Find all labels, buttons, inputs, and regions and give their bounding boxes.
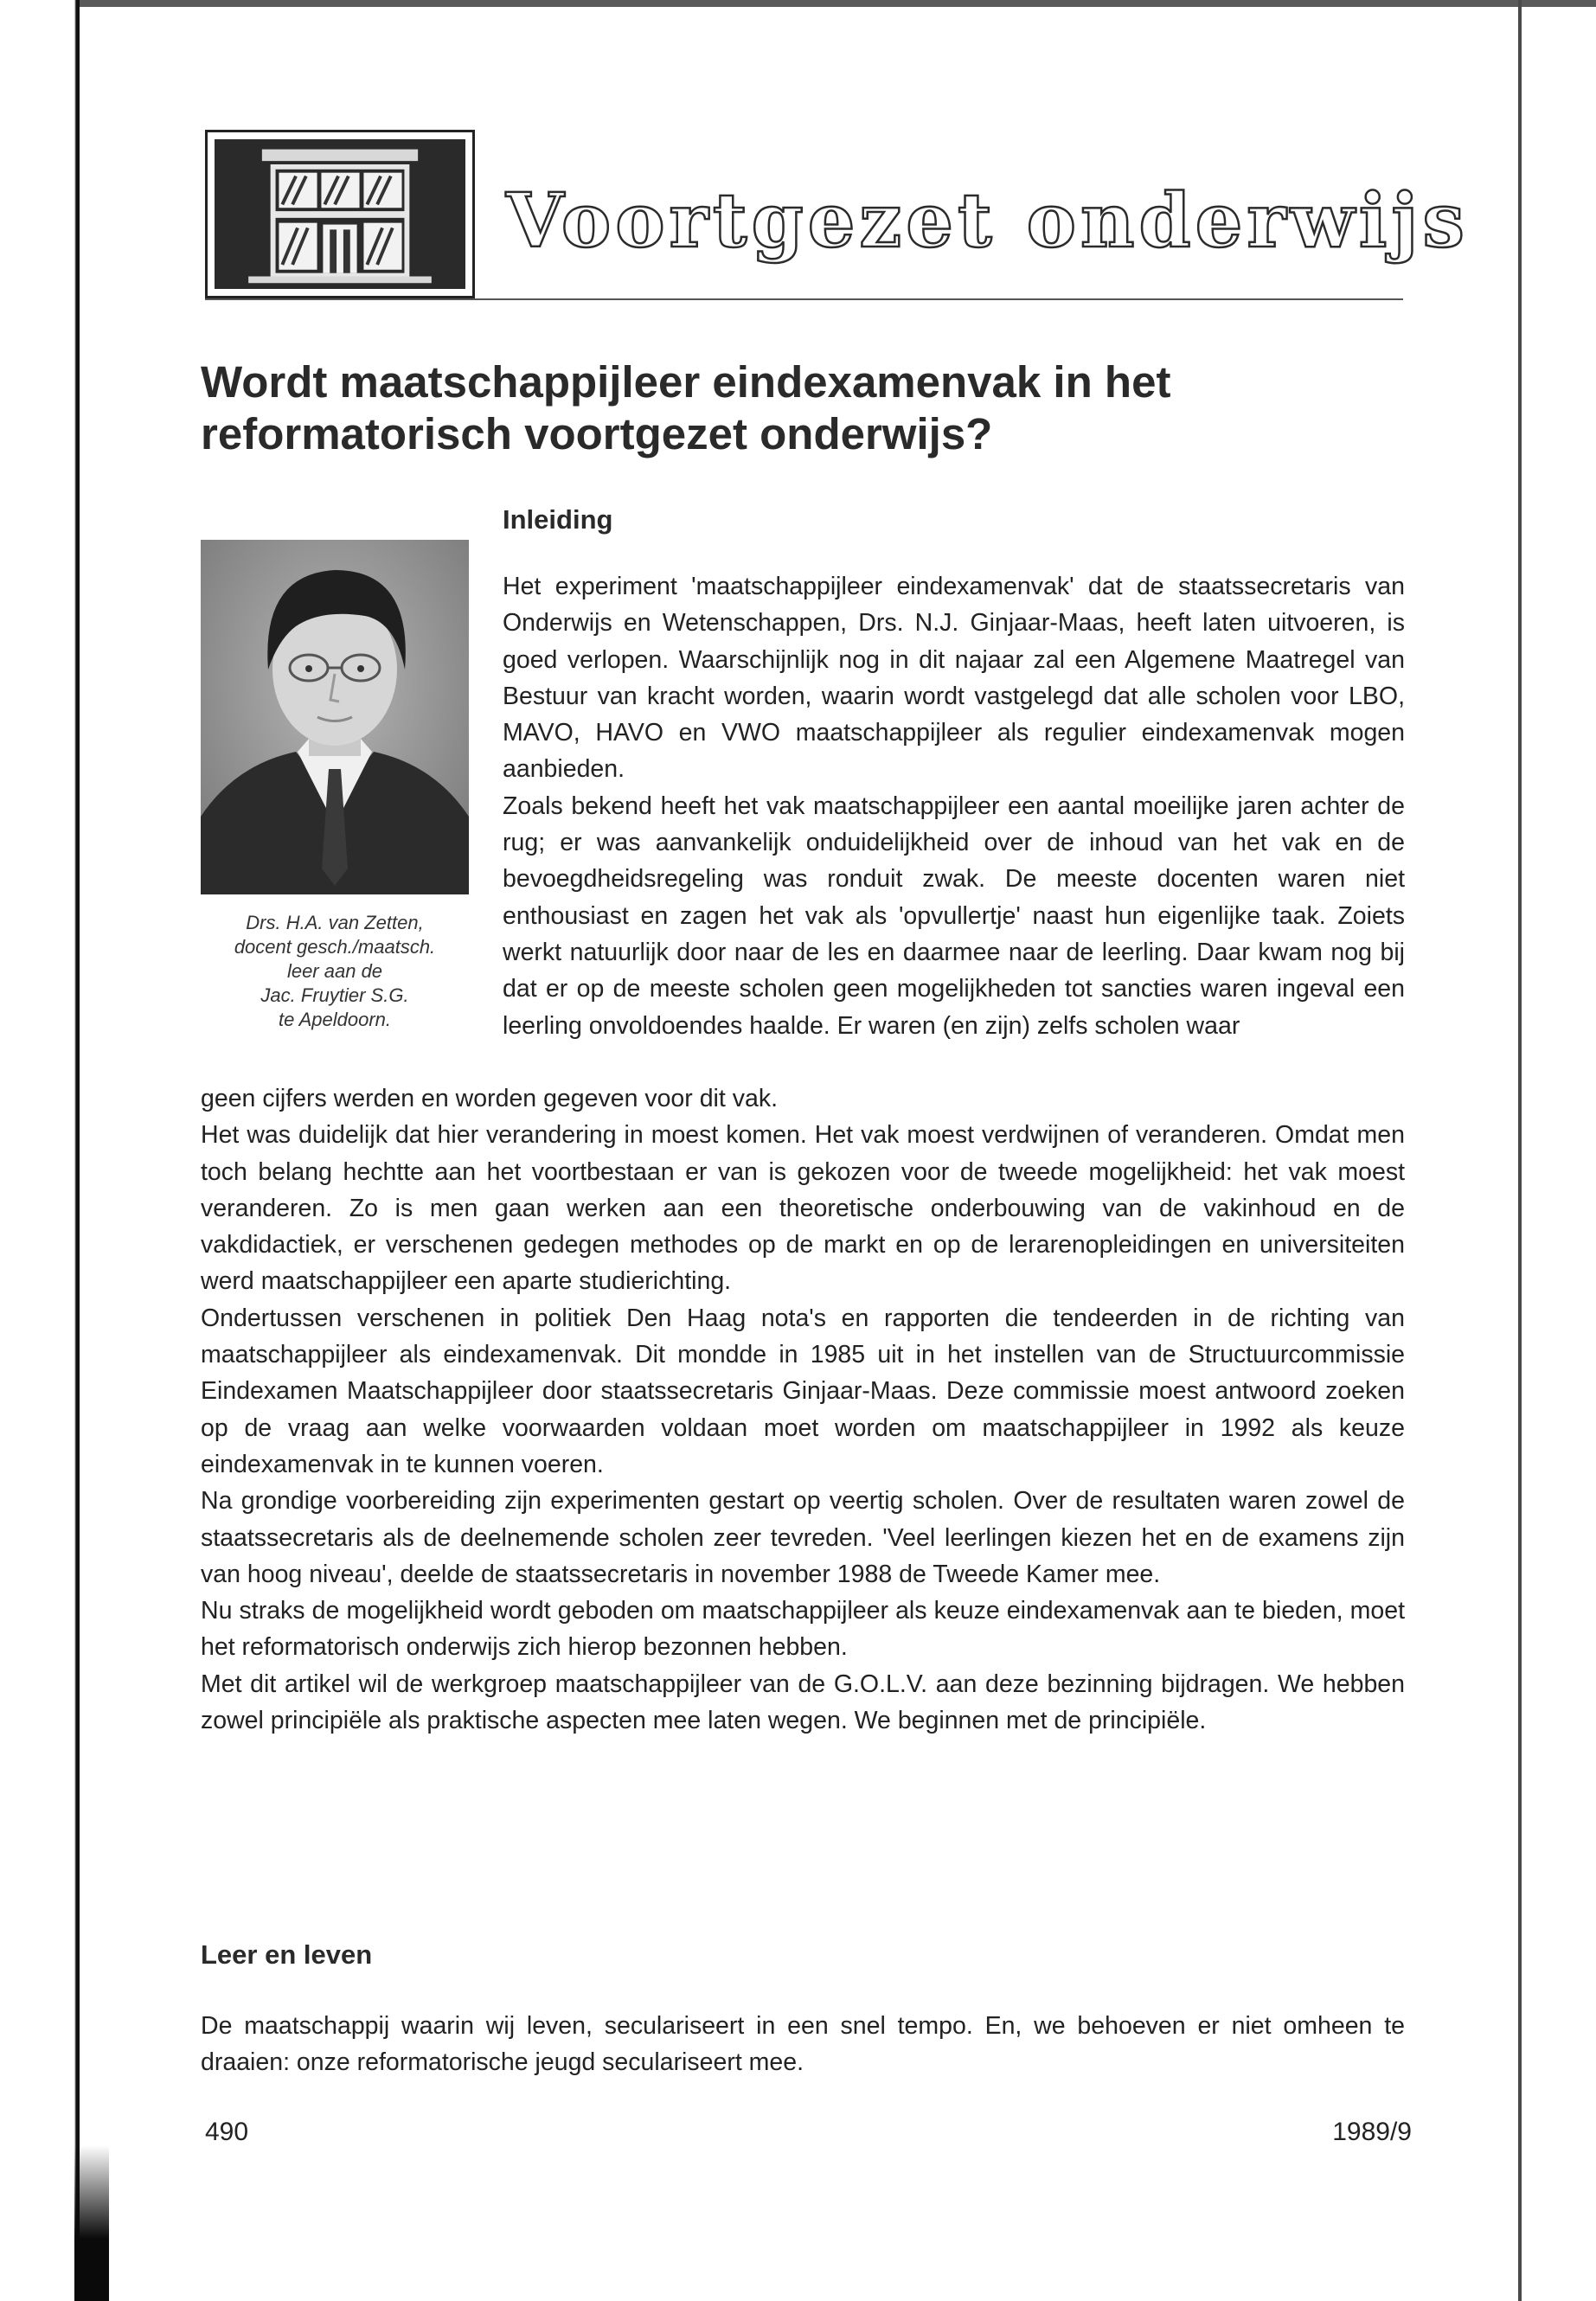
section-heading-inleiding: Inleiding <box>503 504 613 535</box>
paragraph: Nu straks de mogelijkheid wordt geboden om maatschappijleer als keuze eindexamenvak aan te bieden, moet het reformatorisch onderwijs zich hierop bezonnen hebben. <box>201 1597 1405 1662</box>
paragraph: Het experiment 'maatschappijleer eindexamenvak' dat de staatssecretaris van Onderwijs en Wetenschappen, Drs. N.J. Ginjaar-Maas, heeft laten uitvoeren, is goed verlopen. Waarschijnlijk nog in dit najaar zal een Algemene Maatregel van Bestuur van kracht worden, waarin wordt vastgelegd dat alle scholen voor LBO, MAVO, HAVO en VWO maatschappijleer als regulier eindexamenvak mogen aanbieden. <box>503 573 1405 784</box>
section-logo <box>205 130 475 298</box>
page-number: 490 <box>205 2118 249 2146</box>
paragraph: Na grondige voorbereiding zijn experimenten gestart op veertig scholen. Over de resultaten waren zowel de staatssecretaris als de deelnemende scholen zeer tevreden. 'Veel leerlingen kiezen het en de examens zijn van hoog niveau', deelde de staatssecretaris in november 1988 de Tweede Kamer mee. <box>201 1487 1405 1588</box>
photo-caption <box>201 911 469 1032</box>
main-column <box>201 1080 1405 1739</box>
paragraph: Zoals bekend heeft het vak maatschappijleer een aantal moeilijke jaren achter de rug; er was aanvankelijk onduidelijkheid over de inhoud van het vak en de bevoegdheidsregeling was ronduit zwak. De meeste docenten waren niet enthousiast en zagen het vak als 'opvullertje' naast hun eigenlijke taak. Zoiets werkt natuurlijk door naar de les en daarmee naar de leerling. Daar kwam nog bij dat er op de meeste scholen geen mogelijkheden tot sancties waren ingeval een leerling onvoldoendes haalde. Er waren (en zijn) zelfs scholen waar <box>503 792 1405 1040</box>
header-divider <box>205 298 1403 300</box>
caption-line: te Apeldoorn. <box>278 1009 392 1030</box>
scan-edge-top <box>0 0 1596 7</box>
leer-en-leven-text <box>201 2008 1405 2081</box>
scan-shadow <box>74 2145 109 2301</box>
paragraph: Het was duidelijk dat hier verandering in moest komen. Het vak moest verdwijnen of veranderen. Omdat men toch belang hechtte aan het voortbestaan er van is gekozen voor de tweede mogelijkheid: het vak moest veranderen. Zo is men gaan werken aan een theoretische onderbouwing van de vakinhoud en de vakdidactiek, er verschenen gedegen methodes op de markt en op de lerarenopleidingen en universiteiten werd maatschappijleer een aparte studierichting. <box>201 1121 1405 1296</box>
issue-number: 1989/9 <box>1332 2118 1412 2146</box>
scan-edge-left <box>0 0 80 2301</box>
school-building-icon <box>215 139 465 289</box>
caption-line: Drs. H.A. van Zetten, <box>246 912 424 933</box>
section-title: Voortgezet onderwijs <box>506 177 1469 265</box>
scan-edge-right <box>1518 0 1522 2301</box>
paragraph: geen cijfers werden en worden gegeven voor dit vak. <box>201 1085 778 1112</box>
section-heading-leer-en-leven: Leer en leven <box>201 1939 373 1970</box>
paragraph: Ondertussen verschenen in politiek Den Haag nota's en rapporten die tendeerden in de richting van maatschappijleer als eindexamenvak. Dit mondde in 1985 uit in het instellen van de Structuurcommissie Eindexamen Maatschappijleer door staatssecretaris Ginjaar-Maas. Deze commissie moest antwoord zoeken op de vraag aan welke voorwaarden voldaan moet worden om maatschappijleer in 1992 als keuze eindexamenvak in te kunnen voeren. <box>201 1304 1405 1478</box>
intro-column <box>503 568 1405 1044</box>
caption-line: leer aan de <box>286 960 383 982</box>
author-photo <box>201 540 469 894</box>
caption-line: Jac. Fruytier S.G. <box>260 984 409 1006</box>
paragraph: De maatschappij waarin wij leven, seculariseert in een snel tempo. En, we behoeven er niet omheen te draaien: onze reformatorische jeugd seculariseert mee. <box>201 2012 1405 2077</box>
caption-line: docent gesch./maatsch. <box>234 936 436 958</box>
paragraph: Met dit artikel wil de werkgroep maatschappijleer van de G.O.L.V. aan deze bezinning bijdragen. We hebben zowel principiële als praktische aspecten mee laten wegen. We beginnen met de principiële. <box>201 1670 1405 1735</box>
article-headline: Wordt maatschappijleer eindexamenvak in het reformatorisch voortgezet onderwijs? <box>201 357 1171 458</box>
